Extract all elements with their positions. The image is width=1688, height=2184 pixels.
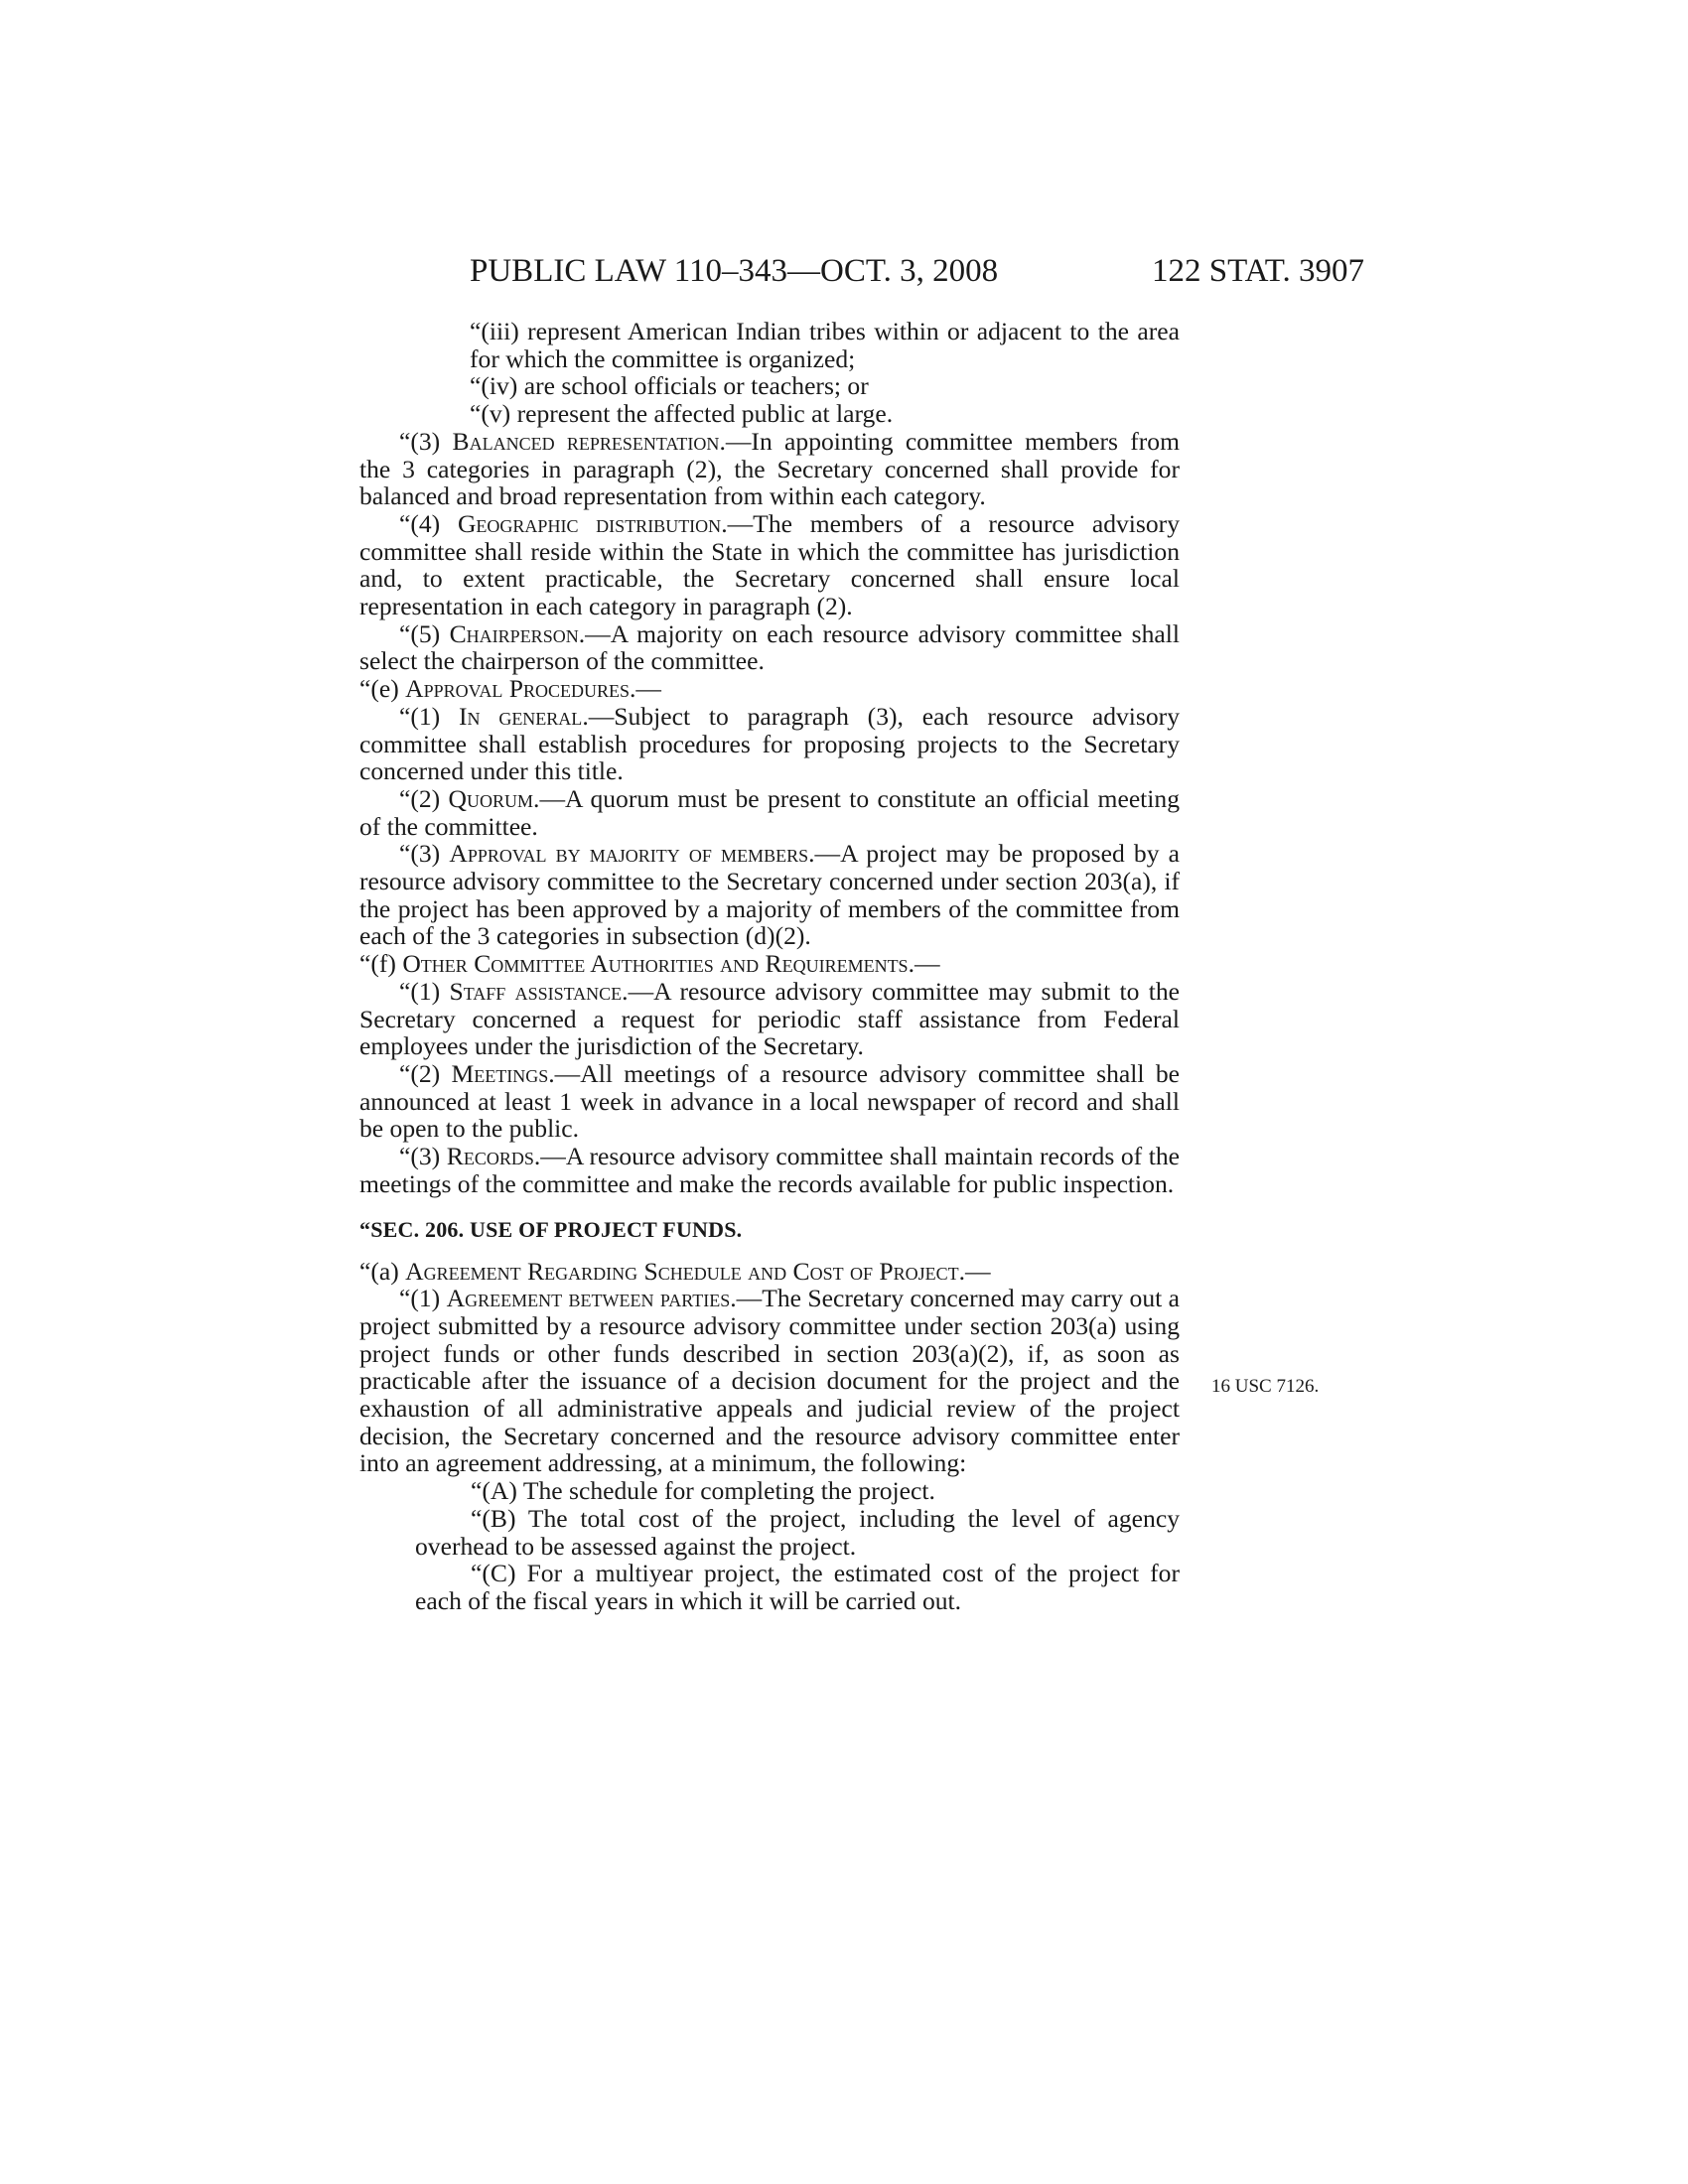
usc-margin-citation: 16 USC 7126.	[1211, 1376, 1320, 1397]
subsection-approval-procedures: “(e) Approval Procedures.—	[359, 674, 662, 704]
clause-iii: “(iii) represent American Indian tribes within or adjacent to the area for which the committee is organized;	[470, 317, 1180, 373]
paragraph-heading: Staff assistance	[449, 976, 623, 1006]
subsection-heading: Other Committee Authorities and Requirements	[402, 949, 909, 979]
paragraph-in-general: “(1) In general.—Subject to paragraph (3), each resource advisory committee shall establish procedures for proposing projects to the Secretary concerned under this title.	[359, 701, 1180, 786]
clause-iv: “(iv) are school officials or teachers; or	[470, 371, 869, 401]
paragraph-heading: Records	[446, 1142, 534, 1171]
paragraph-heading: Geographic distribution	[457, 508, 722, 538]
subsection-heading: Agreement Regarding Schedule and Cost of Project	[405, 1256, 959, 1286]
paragraph-quorum: “(2) Quorum.—A quorum must be present to constitute an official meeting of the committee.	[359, 783, 1180, 841]
subparagraph-b: “(B) The total cost of the project, including the level of agency overhead to be assessed against the project.	[415, 1503, 1180, 1561]
document-body	[359, 318, 1180, 1615]
paragraph-heading: Chairperson	[449, 618, 579, 648]
subsection-agreement-schedule-cost: “(a) Agreement Regarding Schedule and Cost of Project.—	[359, 1256, 991, 1286]
paragraph-heading: Balanced representation	[452, 426, 720, 456]
paragraph-balanced-representation: “(3) Balanced representation.—In appointing committee members from the 3 categories in paragraph (2), the Secretary concerned shall provide for balanced and broad representation from within each category.	[359, 426, 1180, 511]
paragraph-geographic-distribution: “(4) Geographic distribution.—The members of a resource advisory committee shall reside within the State in which the committee has jurisdiction and, to extent practicable, the Secretary concerned shall ensure local representation in each category in paragraph (2).	[359, 508, 1180, 621]
paragraph-staff-assistance: “(1) Staff assistance.—A resource advisory committee may submit to the Secretary concerned a request for periodic staff assistance from Federal employees under the jurisdiction of the Secretary.	[359, 976, 1180, 1061]
paragraph-heading: Quorum	[448, 783, 534, 813]
paragraph-records: “(3) Records.—A resource advisory committee shall maintain records of the meetings of the committee and make the records available for public inspection.	[359, 1142, 1180, 1198]
paragraph-approval-by-majority: “(3) Approval by majority of members.—A project may be proposed by a resource advisory committee to the Secretary concerned under section 203(a), if the project has been approved by a majority of members of the committee from each of the 3 categories in subsection (d)(2).	[359, 839, 1180, 951]
subparagraph-a: “(A) The schedule for completing the project.	[471, 1476, 935, 1506]
running-head	[0, 251, 1688, 291]
paragraph-chairperson: “(5) Chairperson.—A majority on each resource advisory committee shall select the chairperson of the committee.	[359, 618, 1180, 676]
paragraph-heading: In general	[459, 701, 583, 731]
section-206-heading: “SEC. 206. USE OF PROJECT FUNDS.	[359, 1216, 743, 1242]
paragraph-agreement-between-parties: “(1) Agreement between parties.—The Secretary concerned may carry out a project submitted by a resource advisory committee under section 203(a) using project funds or other funds described in section 203(a)(2), if, as soon as practicable after the issuance of a decision document for the project and the exhaustion of all administrative appeals and judicial review of the project decision, the Secretary concerned and the resource advisory committee enter into an agreement addressing, at a minimum, the following:	[359, 1284, 1181, 1478]
subsection-heading: Approval Procedures	[405, 674, 631, 704]
paragraph-meetings: “(2) Meetings.—All meetings of a resource advisory committee shall be announced at least 1 week in advance in a local newspaper of record and shall be open to the public.	[359, 1058, 1180, 1144]
subsection-other-authorities: “(f) Other Committee Authorities and Requirements.—	[359, 949, 940, 979]
statute-page-number: 122 STAT. 3907	[1152, 253, 1365, 289]
paragraph-heading: Agreement between parties	[446, 1284, 731, 1313]
public-law-citation: PUBLIC LAW 110–343—OCT. 3, 2008	[470, 253, 999, 289]
subparagraph-c: “(C) For a multiyear project, the estimated cost of the project for each of the fiscal years in which it will be carried out.	[415, 1559, 1180, 1615]
clause-v: “(v) represent the affected public at large.	[470, 399, 894, 429]
paragraph-heading: Approval by majority of members	[449, 839, 809, 869]
paragraph-heading: Meetings	[451, 1058, 549, 1088]
